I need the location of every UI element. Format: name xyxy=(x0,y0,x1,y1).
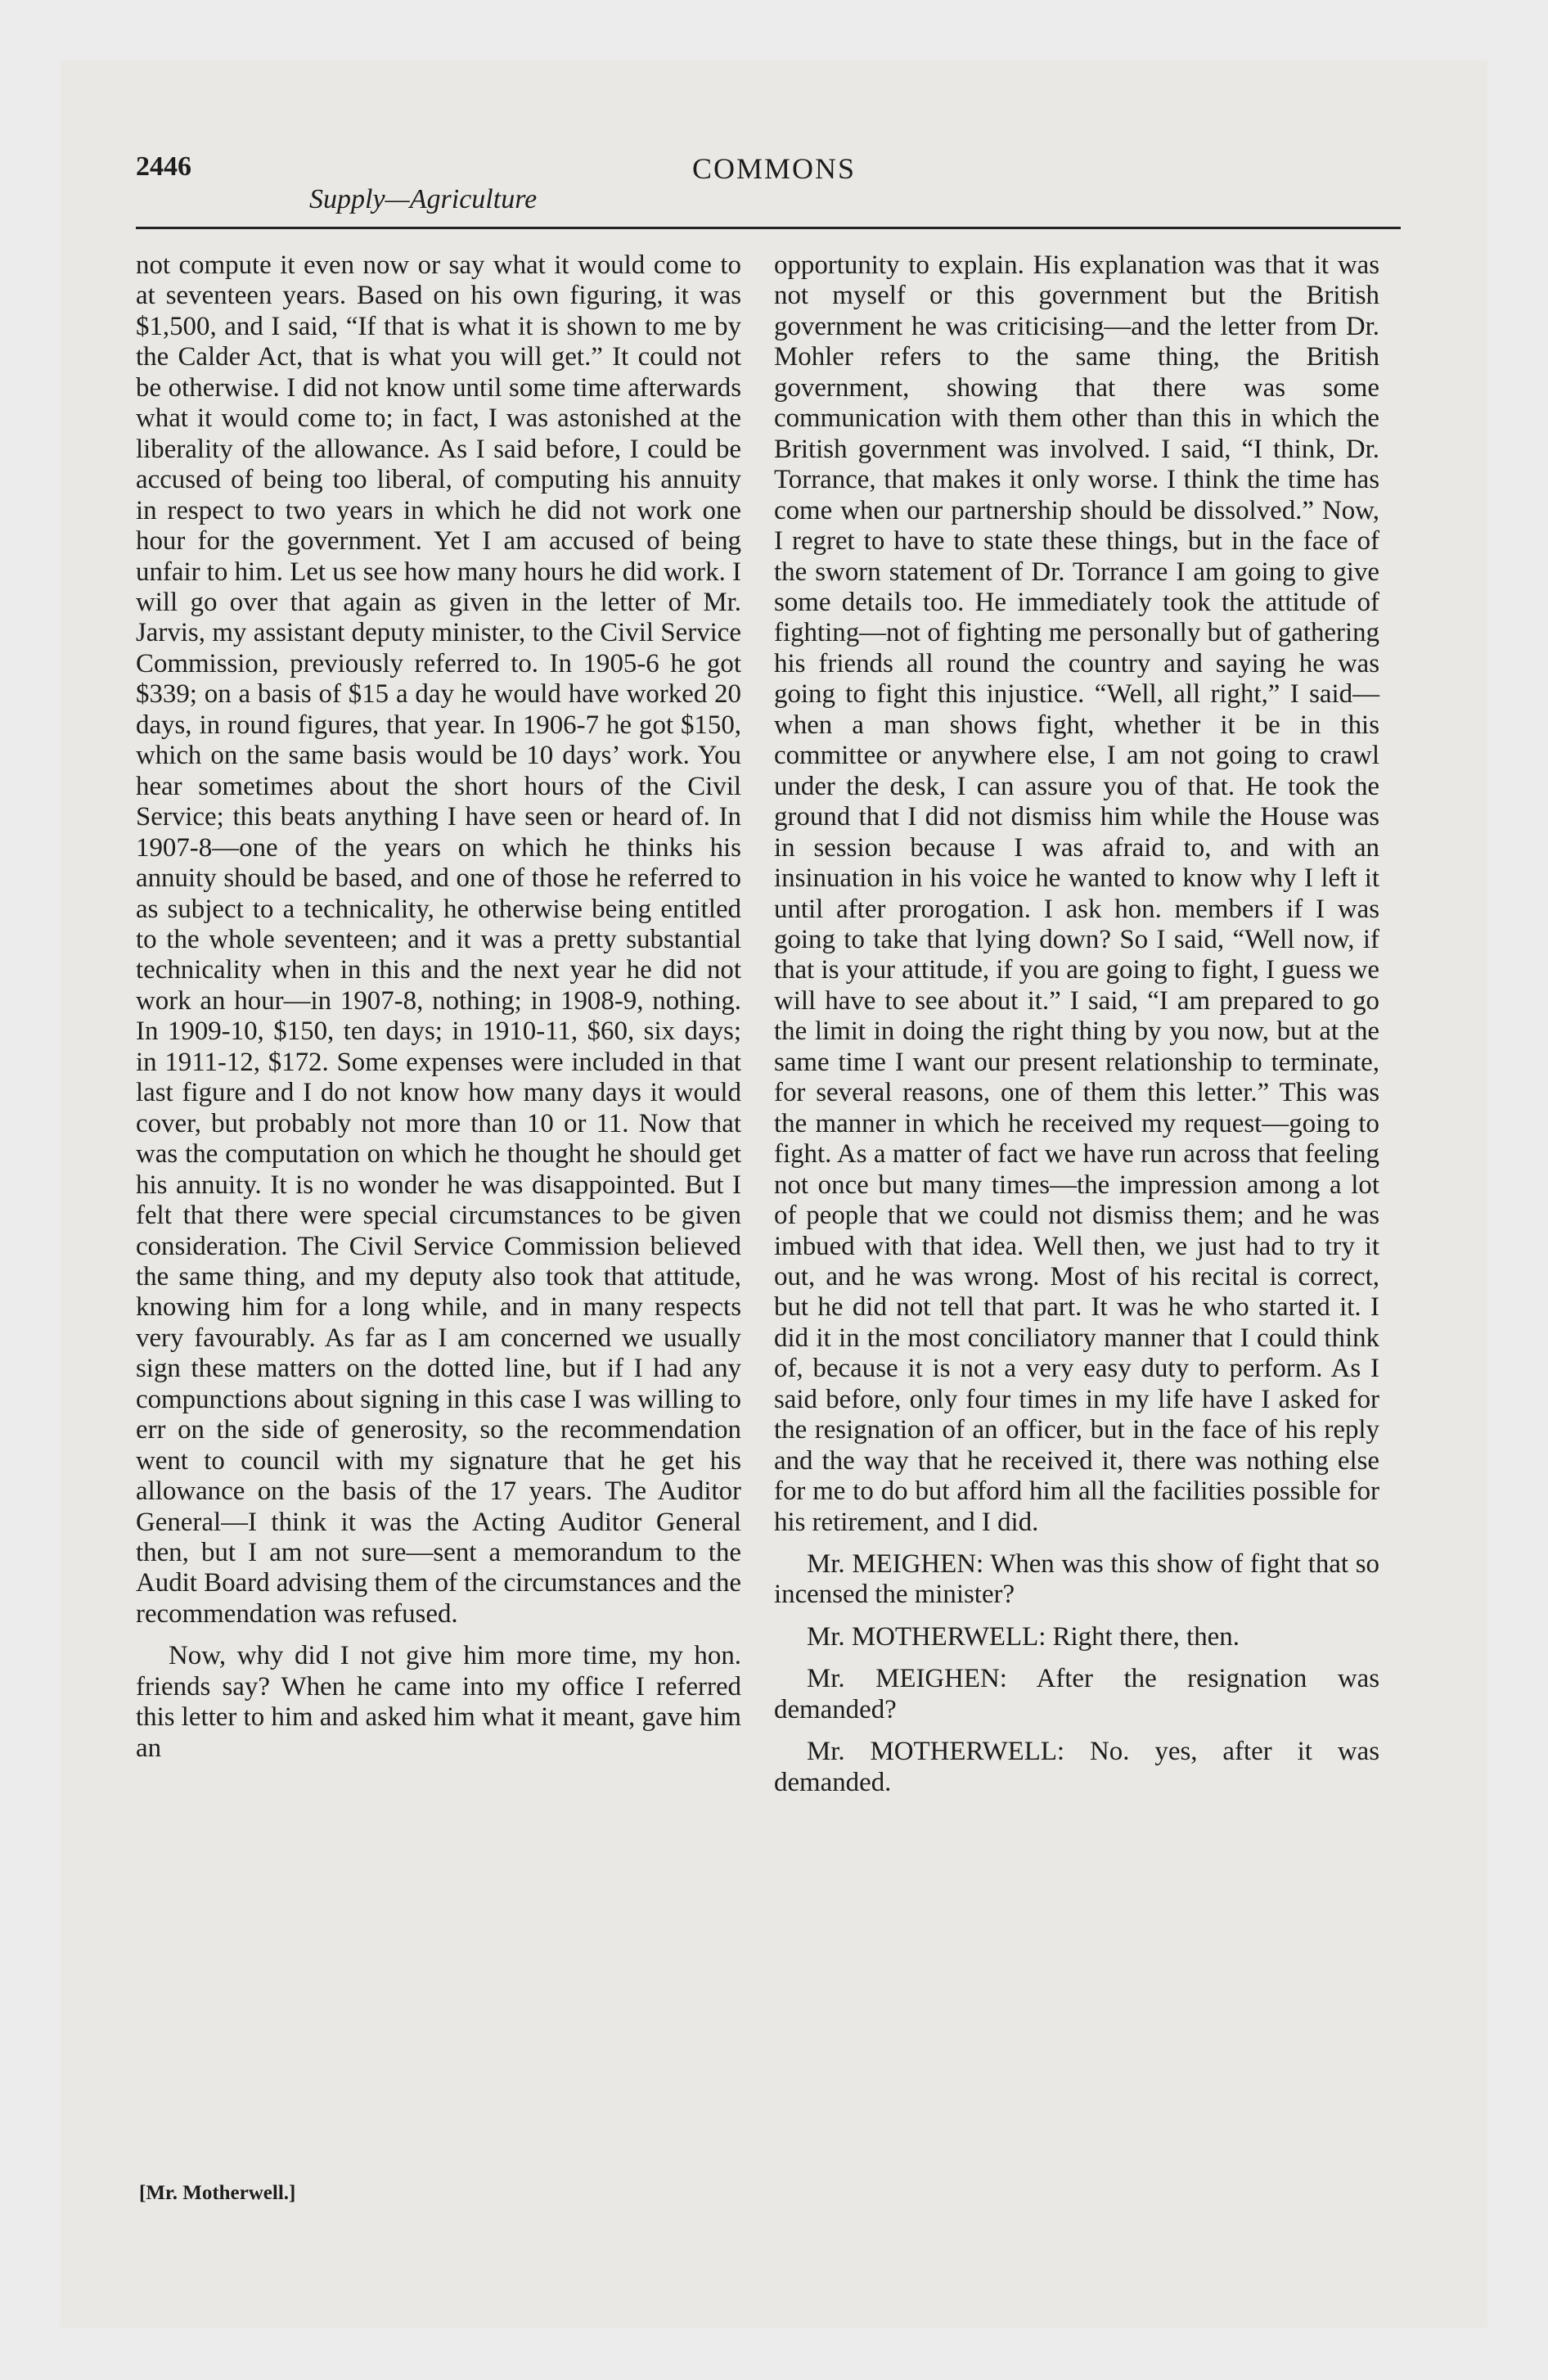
exchange-line: Mr. MEIGHEN: After the resignation was demanded? xyxy=(774,1664,1379,1724)
paragraph: Now, why did I not give him more time, my hon. friends say? When he came into my office I referred this letter to him and asked him what it meant, gave him an xyxy=(136,1641,741,1763)
exchange-line: Mr. MOTHERWELL: Right there, then. xyxy=(807,1621,1240,1652)
right-column xyxy=(774,250,1379,1798)
exchange-line: Mr. MEIGHEN: When was this show of fight that so incensed the minister? xyxy=(774,1549,1379,1610)
exchange-line: Mr. MOTHERWELL: No. yes, after it was demanded. xyxy=(774,1737,1379,1797)
speaker-attribution: [Mr. Motherwell.] xyxy=(139,2182,296,2204)
left-column xyxy=(136,250,741,1764)
paragraph: opportunity to explain. His explanation was that it was not myself or this government but the British government he was criticising—and the letter from Dr. Mohler refers to the same thing, the British government, showing that there was some communication with them other than this in which the British government was involved. I said, “I think, Dr. Torrance, that makes it only worse. I think the time has come when our partnership should be dissolved.” Now, I regret to have to state these things, but in the face of the sworn statement of Dr. Torrance I am going to give some details too. He immediately took the attitude of fighting—not of fighting me personally but of gathering his friends all round the country and saying he was going to fight this injustice. “Well, all right,” I said—when a man shows fight, whether it be in this committee or anywhere else, I am not going to crawl under the desk, I can assure you of that. He took the ground that I did not dismiss him while the House was in session because I was afraid to, and with an insinuation in his voice he wanted to know why I left it until after prorogation. I ask hon. members if I was going to take that lying down? So I said, “Well now, if that is your attitude, if you are going to fight, I guess we will have to see about it.” I said, “I am prepared to go the limit in doing the right thing by you now, but at the same time I want our present relationship to terminate, for several reasons, one of them this letter.” This was the manner in which he received my request—going to fight. As a matter of fact we have run across that feeling not once but many times—the impression among a lot of people that we could not dismiss them; and he was imbued with that idea. Well then, we just had to try it out, and he was wrong. Most of his recital is correct, but he did not tell that part. It was he who started it. I did it in the most conciliatory manner that I could think of, because it is not a very easy duty to perform. As I said before, only four times in my life have I asked for the resignation of an officer, but in the face of his reply and the way that he received it, there was nothing else for me to do but afford him all the facilities possible for his retirement, and I did. xyxy=(774,250,1379,1537)
running-head: COMMONS xyxy=(691,152,857,185)
paragraph: not compute it even now or say what it would come to at seventeen years. Based on his own figuring, it was $1,500, and I said, “If that is what it is shown to me by the Calder Act, that is what you will get.” It could not be otherwise. I did not know until some time afterwards what it would come to; in fact, I was astonished at the liberality of the allowance. As I said before, I could be accused of being too liberal, of computing his annuity in respect to two years in which he did not work one hour for the government. Yet I am accused of being unfair to him. Let us see how many hours he did work. I will go over that again as given in the letter of Mr. Jarvis, my assistant deputy minister, to the Civil Service Commission, previously referred to. In 1905-6 he got $339; on a basis of $15 a day he would have worked 20 days, in round figures, that year. In 1906-7 he got $150, which on the same basis would be 10 days’ work. You hear sometimes about the short hours of the Civil Service; this beats anything I have seen or heard of. In 1907-8—one of the years on which he thinks his annuity should be based, and one of those he referred to as subject to a technicality, he otherwise being entitled to the whole seventeen; and it was a pretty substantial technicality when in this and the next year he did not work an hour—in 1907-8, nothing; in 1908-9, nothing. In 1909-10, $150, ten days; in 1910-11, $60, six days; in 1911-12, $172. Some expenses were included in that last figure and I do not know how many days it would cover, but probably not more than 10 or 11. Now that was the computation on which he thought he should get his annuity. It is no wonder he was disappointed. But I felt that there were special circumstances to be given consideration. The Civil Service Commission believed the same thing, and my deputy also took that attitude, knowing him for a long while, and in many respects very favourably. As far as I am concerned we usually sign these matters on the dotted line, but if I had any compunctions about signing in this case I was willing to err on the side of generosity, so the recommendation went to council with my signature that he get his allowance on the basis of the 17 years. The Auditor General—I think it was the Acting Auditor General then, but I am not sure—sent a memorandum to the Audit Board advising them of the circumstances and the recommendation was refused. xyxy=(136,250,741,1629)
page-header xyxy=(136,151,1412,225)
page-number: 2446 xyxy=(136,151,191,182)
header-rule xyxy=(136,227,1401,229)
section-subject: Supply—Agriculture xyxy=(309,184,538,214)
